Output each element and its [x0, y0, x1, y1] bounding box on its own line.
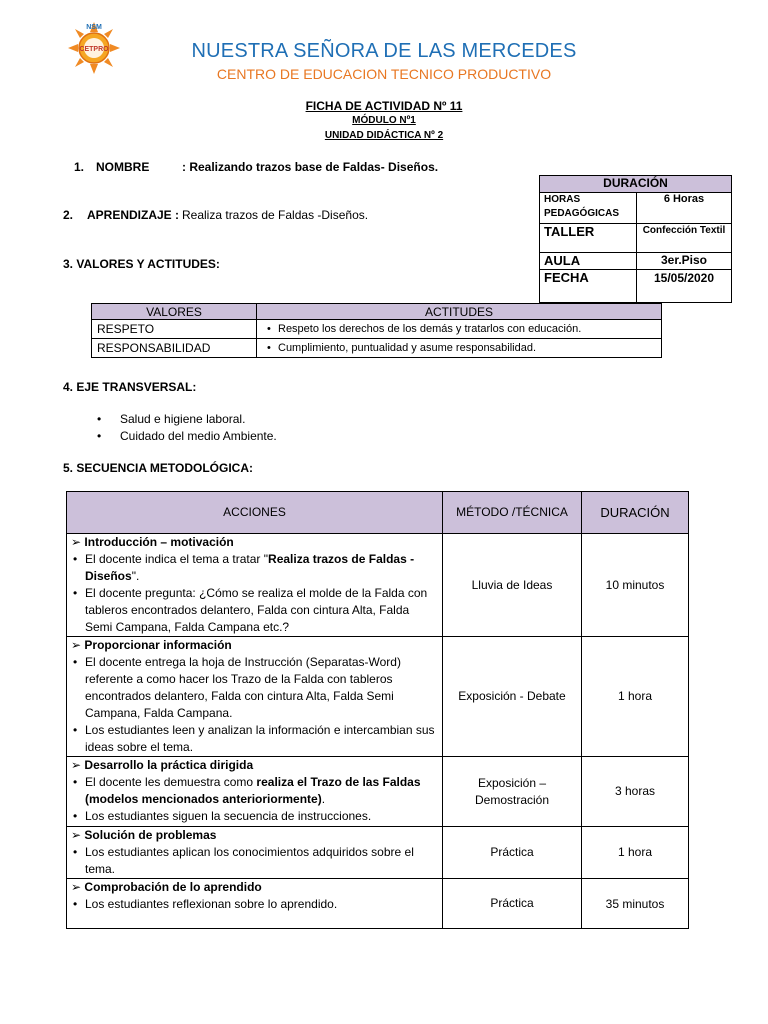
table-row [67, 879, 689, 929]
list-item: • Los estudiantes aplican los conocimientos adquiridos sobre el tema. [71, 844, 438, 878]
aprendizaje-value: Realiza trazos de Faldas -Diseños. [182, 208, 369, 222]
list-item: • El docente indica el tema a tratar "Realiza trazos de Faldas -Diseños". [71, 551, 438, 585]
valores-col-header: VALORES [92, 304, 257, 320]
duracion-cell: 3 horas [582, 757, 689, 827]
arrow-icon: ➢ [71, 758, 82, 772]
duracion-cell: 10 minutos [582, 534, 689, 637]
list-item: • Cuidado del medio Ambiente. [120, 429, 277, 443]
table-row [92, 320, 662, 339]
list-item: • El docente pregunta: ¿Cómo se realiza el molde de la Falda con tableros encontrados delantero, Falda con cintura Alta, Falda Semi Campana, Falda Campana etc.? [71, 585, 438, 636]
step-title: ➢ Proporcionar información [71, 638, 232, 652]
aula-value: 3er.Piso [637, 253, 732, 270]
nombre-number: 1. [74, 160, 85, 174]
metodo-cell: Lluvia de Ideas [443, 534, 582, 637]
modulo-title: MÓDULO Nº1 [352, 115, 416, 126]
arrow-icon: ➢ [71, 638, 82, 652]
step-title: ➢ Solución de problemas [71, 828, 217, 842]
logo-subtext: CETPRO [79, 46, 109, 53]
fecha-label: FECHA [540, 270, 637, 303]
list-item: • Los estudiantes siguen la secuencia de instrucciones. [71, 808, 438, 825]
aprendizaje-number: 2. [63, 208, 74, 222]
nombre-label: NOMBRE [96, 160, 150, 174]
metodo-col-header: MÉTODO /TÉCNICA [443, 492, 582, 534]
step-title: ➢ Desarrollo la práctica dirigida [71, 758, 254, 772]
table-row [92, 339, 662, 358]
duracion-table [539, 175, 732, 303]
ficha-title: FICHA DE ACTIVIDAD Nº 11 [305, 99, 463, 113]
actitudes-col-header: ACTITUDES [257, 304, 662, 320]
step-title: ➢ Comprobación de lo aprendido [71, 880, 262, 894]
nombre-value: : Realizando trazos base de Faldas- Diseños. [182, 160, 439, 174]
valores-heading: 3. VALORES Y ACTITUDES: [63, 257, 220, 271]
valores-table [91, 303, 662, 358]
duracion-col-header: DURACIÓN [582, 492, 689, 534]
taller-label: TALLER [540, 224, 637, 253]
horas-label: HORAS PEDAGÓGICAS [540, 193, 637, 224]
actitud-cell: • Respeto los derechos de los demás y tratarlos con educación. [262, 323, 656, 335]
list-item: • El docente entrega la hoja de Instrucción (Separatas-Word) referente a como hacer los Trazo de la Falda con tableros encontrados delantero, Falda con cintura Alta, Falda Semi Campana, Falda Campana. [71, 654, 438, 722]
school-name: NUESTRA SEÑORA DE LAS MERCEDES [191, 40, 577, 62]
aula-label: AULA [540, 253, 637, 270]
table-row [67, 757, 689, 827]
duracion-header: DURACIÓN [540, 176, 732, 193]
fecha-value: 15/05/2020 [637, 270, 732, 303]
duracion-cell: 1 hora [582, 637, 689, 757]
metodo-cell: Práctica [443, 879, 582, 929]
secuencia-table [66, 491, 689, 929]
list-item: • Salud e higiene laboral. [120, 412, 245, 426]
step-title: ➢ Introducción – motivación [71, 535, 234, 549]
metodo-cell: Exposición - Debate [443, 637, 582, 757]
eje-heading: 4. EJE TRANSVERSAL: [63, 380, 197, 394]
unidad-title: UNIDAD DIDÁCTICA Nº 2 [324, 130, 444, 141]
metodo-cell: Práctica [443, 827, 582, 879]
duracion-cell: 35 minutos [582, 879, 689, 929]
arrow-icon: ➢ [71, 880, 82, 894]
table-row [67, 827, 689, 879]
logo-text: NSM [86, 24, 102, 31]
actitud-cell: • Cumplimiento, puntualidad y asume responsabilidad. [262, 342, 656, 354]
school-subtitle: CENTRO DE EDUCACION TECNICO PRODUCTIVO [216, 66, 552, 82]
metodo-cell: Exposición – Demostración [443, 757, 582, 827]
horas-value: 6 Horas [637, 193, 732, 224]
arrow-icon: ➢ [71, 535, 82, 549]
table-row [67, 637, 689, 757]
taller-value: Confección Textil [637, 224, 732, 253]
list-item: • Los estudiantes reflexionan sobre lo aprendido. [71, 896, 438, 913]
table-row [67, 534, 689, 637]
duracion-cell: 1 hora [582, 827, 689, 879]
acciones-col-header: ACCIONES [67, 492, 443, 534]
arrow-icon: ➢ [71, 828, 82, 842]
valor-cell: RESPONSABILIDAD [92, 339, 257, 358]
list-item: • Los estudiantes leen y analizan la información e intercambian sus ideas sobre el tema. [71, 722, 438, 756]
secuencia-heading: 5. SECUENCIA METODOLÓGICA: [63, 461, 254, 475]
valor-cell: RESPETO [92, 320, 257, 339]
aprendizaje-label: APRENDIZAJE : [87, 208, 180, 222]
list-item: • El docente les demuestra como realiza el Trazo de las Faldas (modelos mencionados anterioriormente). [71, 774, 438, 808]
